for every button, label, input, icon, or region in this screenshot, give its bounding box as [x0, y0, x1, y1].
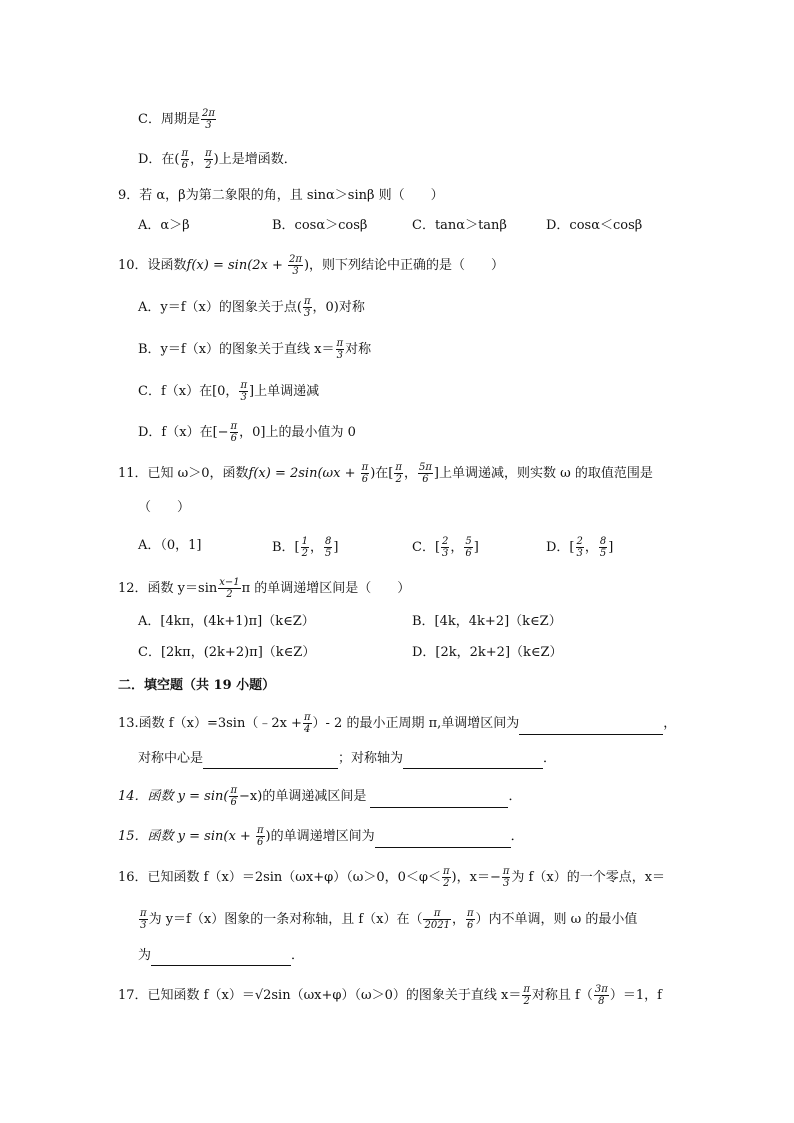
answer-blank[interactable]: [151, 951, 291, 966]
fraction: $\frac{\pi}{3}$: [140, 908, 147, 931]
q10-stem: 10．设函数f(x) = sin(2x + $\frac{2\pi}{3}$ )，则下列结论中正确的是（ ）: [118, 254, 505, 277]
fraction: $\frac{\pi}{4}$: [303, 712, 311, 735]
fraction: $\frac{\pi}{2}$: [205, 148, 212, 171]
q15: 15．函数 y = sin(x + $\frac{\pi}{6}$ )的单调递增区间为 ．: [118, 825, 524, 848]
answer-blank[interactable]: [203, 754, 338, 769]
q12-option-a: A．[4kπ，(4k+1)π]（k∈Z）: [138, 614, 315, 629]
q10-option-a: A．y＝f（x）的图象关于点( $\frac{\pi}{3}$ ，0)对称: [138, 296, 365, 319]
fraction: $\frac{\pi}{2}$: [395, 462, 402, 485]
fraction: $\frac{\pi}{6}$: [361, 462, 369, 485]
q13-line1: 13.函数 f（x）=3sin（﹣2x + $\frac{\pi}{4}$ ）- 2 的最小正周期 π,单调增区间为 ，: [118, 712, 677, 735]
q8-option-c: C．周期是 $\frac{2\pi}{3}$: [138, 108, 215, 131]
q16-line2: $\frac{\pi}{3}$ 为 y＝f（x）图象的一条对称轴，且 f（x）在（ $\frac{\pi}{2021}$ ， $\frac{\pi}{6}$ ）内不单调，则 ω 的最小值: [140, 908, 638, 931]
q9-option-a: A．α＞β: [138, 218, 190, 233]
answer-blank[interactable]: [403, 754, 543, 769]
q10-option-b: B．y＝f（x）的图象关于直线 x＝ $\frac{\pi}{3}$ 对称: [138, 338, 372, 361]
q16-line3: 为 ．: [138, 946, 304, 966]
answer-blank[interactable]: [519, 720, 663, 735]
fraction: $\frac{8}{5}$: [599, 536, 607, 559]
fraction: $\frac{1}{2}$: [301, 536, 309, 559]
q13-line2: 对称中心是 ；对称轴为 ．: [138, 749, 556, 769]
fraction: $\frac{8}{5}$: [325, 536, 332, 559]
fraction: $\frac{\pi}{6}$: [181, 148, 189, 171]
section-heading: 二．填空题（共 19 小题）: [118, 678, 276, 693]
q12-option-c: C．[2kπ，(2k+2)π]（k∈Z）: [138, 645, 316, 660]
fraction: $\frac{2}{3}$: [442, 536, 449, 559]
fraction: $\frac{\pi}{3}$: [502, 866, 510, 889]
fraction: $\frac{2\pi}{3}$: [201, 108, 215, 131]
fraction: $\frac{\pi}{3}$: [303, 296, 311, 319]
q9-stem: 9．若 α，β为第二象限的角，且 sinα＞sinβ 则（ ）: [118, 188, 444, 203]
q16-line1: 16．已知函数 f（x）＝2sin（ωx+φ）（ω＞0，0＜φ＜ $\frac{\pi}{2}$ )，x＝− $\frac{\pi}{3}$ 为 f（x）的一个零点，x＝: [118, 866, 666, 889]
q9-option-c: C．tanα＞tanβ: [412, 218, 507, 233]
fraction: $\frac{\pi}{6}$: [230, 785, 238, 808]
q11-paren: （ ）: [138, 500, 191, 515]
q12-option-b: B．[4k，4k+2]（k∈Z）: [412, 614, 562, 629]
fraction: $\frac{\pi}{6}$: [256, 825, 264, 848]
q9-option-d: D．cosα＜cosβ: [546, 218, 643, 233]
q11-stem: 11．已知 ω＞0，函数f(x) = 2sin(ωx + $\frac{\pi}{6}$ )在[ $\frac{\pi}{2}$ ， $\frac{5\pi}{6}$ ]上单调递减，则实数 ω 的取值范围是: [118, 462, 653, 485]
fraction: $\frac{\pi}{2}$: [442, 866, 450, 889]
fraction: $\frac{\pi}{6}$: [230, 421, 238, 444]
q12-option-d: D．[2k，2k+2]（k∈Z）: [412, 645, 563, 660]
fraction: $\frac{2}{3}$: [576, 536, 583, 559]
q8-option-d: D．在( $\frac{\pi}{6}$ ， $\frac{\pi}{2}$ )上是增函数．: [138, 148, 297, 171]
fraction: $\frac{5\pi}{6}$: [418, 462, 432, 485]
answer-blank[interactable]: [370, 793, 508, 808]
q9-option-b: B．cosα＞cosβ: [272, 218, 368, 233]
fraction: $\frac{2\pi}{3}$: [289, 254, 302, 277]
fraction: $\frac{\pi}{2021}$: [424, 908, 450, 931]
fraction: $\frac{\pi}{3}$: [336, 338, 344, 361]
q11-option-d: D．[ $\frac{2}{3}$ ， $\frac{8}{5}$ ]: [546, 536, 614, 559]
fraction: $\frac{5}{6}$: [465, 536, 472, 559]
fraction: $\frac{\pi}{6}$: [466, 908, 474, 931]
q11-option-c: C．[ $\frac{2}{3}$ ， $\frac{5}{6}$ ]: [412, 536, 479, 559]
q11-option-b: B．[ $\frac{1}{2}$ ， $\frac{8}{5}$ ]: [272, 536, 339, 559]
q11-option-a: A．（0，1]: [138, 538, 202, 553]
fraction: $\frac{\pi}{3}$: [240, 380, 248, 403]
q10-option-d: D．f（x）在[− $\frac{\pi}{6}$ ，0]上的最小值为 0: [138, 421, 356, 444]
q10-option-c: C．f（x）在[0， $\frac{\pi}{3}$ ]上单调递减: [138, 380, 320, 403]
fraction: $\frac{x-1}{2}$: [219, 577, 240, 600]
fraction: $\frac{\pi}{2}$: [523, 984, 530, 1007]
q17-line1: 17．已知函数 f（x）＝√2sin（ωx+φ）（ω＞0）的图象关于直线 x＝ $\frac{\pi}{2}$ 对称且 f（ $\frac{3\pi}{8}$ ）＝1，f: [118, 984, 662, 1007]
q12-stem: 12．函数 y＝sin $\frac{x-1}{2}$ π 的单调递增区间是（ ）: [118, 577, 411, 600]
answer-blank[interactable]: [375, 833, 511, 848]
fraction: $\frac{3\pi}{8}$: [594, 984, 608, 1007]
q14: 14．函数 y = sin( $\frac{\pi}{6}$ −x)的单调递减区间是 ．: [118, 785, 522, 808]
